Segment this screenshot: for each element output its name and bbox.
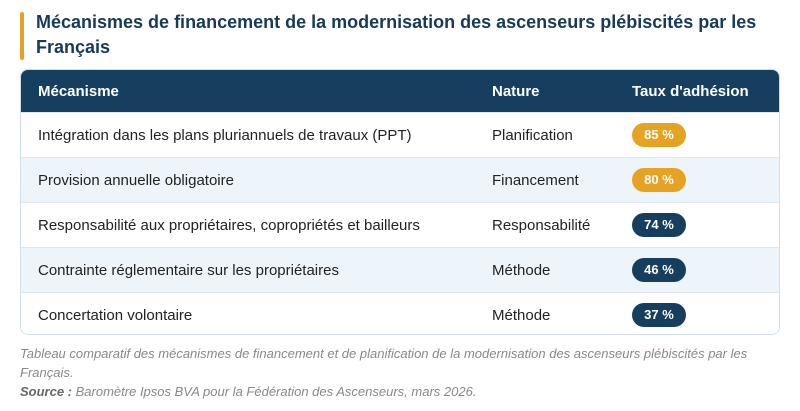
page-title: Mécanismes de financement de la modernisation des ascenseurs plébiscités par les Français [36,12,757,57]
cell-rate [618,258,779,282]
rate-badge: 46 % [632,258,686,282]
header-rate: Taux d'adhésion [632,82,749,100]
title-accent-bar [20,12,24,60]
table-row [21,157,779,202]
caption-text: Tableau comparatif des mécanismes de financement et de planification de la modernisation des ascenseurs plébiscités par les Français. [20,346,748,380]
cell-mechanism: Concertation volontaire [38,306,193,324]
cell-mechanism: Provision annuelle obligatoire [38,171,234,189]
header-nature: Nature [492,82,540,100]
table-row [21,292,779,335]
cell-nature: Méthode [492,261,551,279]
title-block [20,10,780,60]
cell-mechanism: Contrainte réglementaire sur les propriétaires [38,261,339,279]
header-mechanism: Mécanisme [38,82,119,100]
table-row [21,112,779,157]
source-text: Baromètre Ipsos BVA pour la Fédération des Ascenseurs, mars 2026. [75,384,477,399]
cell-rate [618,123,779,147]
table-row [21,202,779,247]
table-caption [20,344,780,401]
cell-rate [618,213,779,237]
cell-mechanism: Responsabilité aux propriétaires, copropriétés et bailleurs [38,216,420,234]
cell-nature: Responsabilité [492,216,591,234]
cell-nature: Planification [492,126,573,144]
rate-badge: 80 % [632,168,686,192]
comparison-table [20,69,780,335]
cell-nature: Méthode [492,306,551,324]
cell-mechanism: Intégration dans les plans pluriannuels de travaux (PPT) [38,126,412,144]
table-row [21,247,779,292]
table-header [21,70,779,112]
rate-badge: 85 % [632,123,686,147]
cell-rate [618,303,779,327]
source-label: Source : [20,384,73,399]
rate-badge: 37 % [632,303,686,327]
rate-badge: 74 % [632,213,686,237]
cell-rate [618,168,779,192]
cell-nature: Financement [492,171,579,189]
